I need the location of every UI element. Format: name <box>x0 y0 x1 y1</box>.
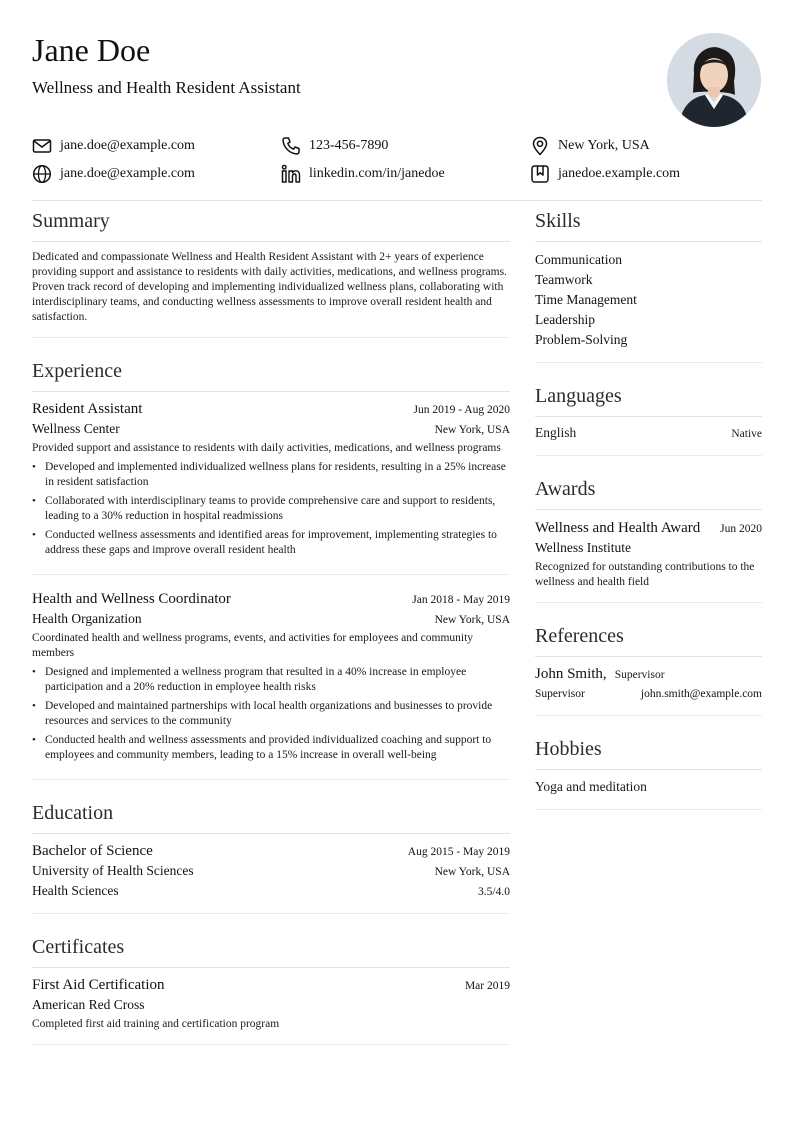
job-description: Provided support and assistance to residents with daily activities, medications, and wellness programs <box>32 442 501 454</box>
education-heading: Education <box>32 792 510 834</box>
skills-section <box>535 200 762 363</box>
skills-heading: Skills <box>535 200 762 242</box>
school-name: University of Health Sciences <box>32 863 194 878</box>
certificate-entry <box>32 968 510 1044</box>
contact-portfolio[interactable] <box>530 164 680 184</box>
certificate-issuer: American Red Cross <box>32 997 145 1012</box>
language-entry <box>535 417 762 455</box>
job-bullet: • Conducted wellness assessments and identified areas for improvement, implementing strategies to address these gaps and improve overall resident health <box>32 528 510 558</box>
reference-role: Supervisor <box>535 688 585 700</box>
job-company: Health Organization <box>32 611 142 626</box>
certificate-name: First Aid Certification <box>32 977 165 993</box>
award-issuer: Wellness Institute <box>535 540 632 555</box>
candidate-title: Wellness and Health Resident Assistant <box>32 78 301 97</box>
skills-list <box>535 242 762 362</box>
hobby-item: Yoga and meditation <box>535 779 647 794</box>
contact-portfolio-text: janedoe.example.com <box>558 166 681 181</box>
reference-entry <box>535 657 762 715</box>
job-bullets <box>32 665 510 763</box>
references-heading: References <box>535 615 762 657</box>
degree-name: Bachelor of Science <box>32 843 153 859</box>
job-company: Wellness Center <box>32 421 120 436</box>
award-name: Wellness and Health Award <box>535 520 701 536</box>
phone-icon <box>281 136 301 156</box>
award-date: Jun 2020 <box>720 523 762 535</box>
contact-phone-text: 123-456-7890 <box>309 138 389 153</box>
reference-role-inline: Supervisor <box>614 669 665 681</box>
contact-phone[interactable] <box>281 136 388 156</box>
job-location: New York, USA <box>434 614 510 626</box>
job-dates: Jan 2018 - May 2019 <box>412 594 510 606</box>
language-name: English <box>535 425 577 440</box>
job-bullet: • Collaborated with interdisciplinary teams to provide comprehensive care and support to residents, leading to a 30% reduction in hospital readmissions <box>32 494 510 524</box>
skill-item: Time Management <box>535 292 637 307</box>
job-bullet: • Developed and maintained partnerships with local health organizations and businesses to provide resources and services to the community <box>32 699 510 729</box>
reference-email[interactable]: john.smith@example.com <box>640 688 762 700</box>
linkedin-icon <box>281 164 301 184</box>
awards-section <box>535 468 762 603</box>
summary-heading: Summary <box>32 200 510 242</box>
education-entry <box>32 834 510 913</box>
job-title: Health and Wellness Coordinator <box>32 591 231 607</box>
job-bullet: • Developed and implemented individualized wellness plans for residents, resulting in a 25% increase in resident satisfaction <box>32 460 510 490</box>
award-entry <box>535 510 762 602</box>
hobbies-section <box>535 728 762 810</box>
experience-entry <box>32 392 510 574</box>
summary-section <box>32 200 510 338</box>
education-section <box>32 792 510 914</box>
certificates-heading: Certificates <box>32 926 510 968</box>
reference-name: John Smith, <box>535 666 607 682</box>
certificates-section <box>32 926 510 1045</box>
award-description: Recognized for outstanding contributions to the wellness and health field <box>535 561 755 588</box>
job-bullet: • Conducted health and wellness assessments and provided individualized coaching and support to employees and community members, leading to a 15% increase in overall well-being <box>32 733 510 763</box>
education-dates: Aug 2015 - May 2019 <box>407 846 510 858</box>
contact-linkedin-text: linkedin.com/in/janedoe <box>309 166 445 181</box>
contact-email[interactable] <box>32 136 195 156</box>
mail-icon <box>32 136 52 156</box>
contact-location <box>530 136 650 156</box>
location-pin-icon <box>530 136 550 156</box>
job-description: Coordinated health and wellness programs, events, and activities for employees and community members <box>32 632 474 659</box>
skill-item: Teamwork <box>535 272 593 287</box>
languages-heading: Languages <box>535 375 762 417</box>
skill-item: Problem-Solving <box>535 332 628 347</box>
summary-text: Dedicated and compassionate Wellness and Health Resident Assistant with 2+ years of experience providing support and assistance to residents with daily activities, medications, and wellness programs. Proven track record of developing and implementing individualized wellness plans, collaborating with interdisciplinary teams, and conducting wellness assessments to improve overall resident health and satisfaction. <box>32 251 507 323</box>
job-location: New York, USA <box>434 424 510 436</box>
bookmark-icon <box>530 164 550 184</box>
school-location: New York, USA <box>434 866 510 878</box>
language-level: Native <box>731 428 762 440</box>
skill-item: Communication <box>535 252 622 267</box>
job-bullet: • Designed and implemented a wellness program that resulted in a 40% increase in employee participation and a 20% reduction in employee health risks <box>32 665 510 695</box>
skill-item: Leadership <box>535 312 595 327</box>
gpa: 3.5/4.0 <box>478 886 510 898</box>
contact-location-text: New York, USA <box>558 138 650 153</box>
languages-section <box>535 375 762 456</box>
person-photo-icon <box>667 33 761 127</box>
job-title: Resident Assistant <box>32 401 143 417</box>
contact-email-text: jane.doe@example.com <box>60 138 195 153</box>
job-bullets <box>32 460 510 558</box>
globe-icon <box>32 164 52 184</box>
experience-heading: Experience <box>32 350 510 392</box>
certificate-description: Completed first aid training and certification program <box>32 1018 280 1030</box>
certificate-date: Mar 2019 <box>464 980 510 992</box>
awards-heading: Awards <box>535 468 762 510</box>
contact-website[interactable] <box>32 164 195 184</box>
contact-linkedin[interactable] <box>281 164 445 184</box>
experience-entry <box>32 574 510 779</box>
hobbies-heading: Hobbies <box>535 728 762 770</box>
experience-section <box>32 350 510 780</box>
right-column <box>535 200 762 810</box>
references-section <box>535 615 762 716</box>
field-of-study: Health Sciences <box>32 883 119 898</box>
candidate-name: Jane Doe <box>32 32 151 68</box>
job-dates: Jun 2019 - Aug 2020 <box>413 404 510 416</box>
contact-website-text: jane.doe@example.com <box>60 166 195 181</box>
profile-photo <box>667 33 761 127</box>
left-column <box>32 200 510 1045</box>
